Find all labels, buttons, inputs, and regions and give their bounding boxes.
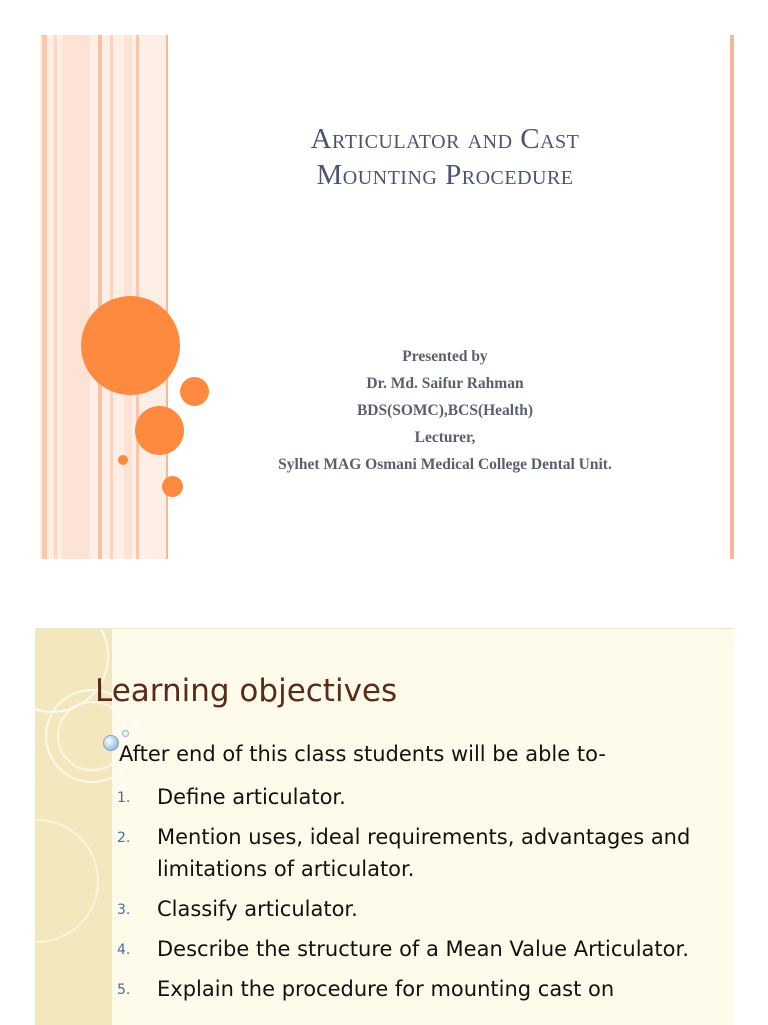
list-item xyxy=(115,781,715,813)
slide-heading: Learning objectives xyxy=(95,673,398,709)
decorative-arc xyxy=(57,701,127,771)
decorative-stripe xyxy=(62,35,90,559)
list-item xyxy=(115,933,715,965)
presentation-title xyxy=(210,121,680,193)
item-number: 3. xyxy=(117,902,131,918)
small-orange-circle xyxy=(162,476,183,497)
presenter-info xyxy=(190,343,700,478)
intro-text: After end of this class students will be able to- xyxy=(119,742,606,766)
title-line-2: Mounting Procedure xyxy=(316,159,574,191)
tiny-orange-circle xyxy=(118,455,128,465)
decorative-stripe xyxy=(42,35,47,559)
item-number: 5. xyxy=(117,982,131,998)
item-number: 2. xyxy=(117,830,131,846)
presenter-name: Dr. Md. Saifur Rahman xyxy=(366,375,524,392)
list-item xyxy=(115,973,715,1005)
bullet-bubble-icon xyxy=(103,735,119,751)
item-text: Describe the structure of a Mean Value Articulator. xyxy=(157,937,689,961)
objectives-slide xyxy=(35,628,734,1025)
item-number: 4. xyxy=(117,942,131,958)
medium-orange-circle xyxy=(135,406,184,455)
large-orange-circle xyxy=(81,296,180,395)
presented-by-label: Presented by xyxy=(402,348,488,365)
title-line-1: Articulator and Cast xyxy=(310,123,580,155)
item-text: Define articulator. xyxy=(157,785,346,809)
list-item xyxy=(115,893,715,925)
item-text: Classify articulator. xyxy=(157,897,358,921)
item-text: Mention uses, ideal requirements, advantages and limitations of articulator. xyxy=(157,825,691,881)
item-number: 1. xyxy=(117,790,131,806)
decorative-stripe xyxy=(110,35,113,559)
objectives-list xyxy=(115,781,715,1013)
bullet-bubble-small-icon xyxy=(122,730,129,737)
right-edge-line xyxy=(730,35,734,559)
decorative-band xyxy=(40,35,168,559)
presenter-institution: Sylhet MAG Osmani Medical College Dental Unit. xyxy=(278,456,612,473)
decorative-stripe xyxy=(98,35,102,559)
presenter-position: Lecturer, xyxy=(414,429,476,446)
title-slide xyxy=(40,35,734,559)
decorative-stripe xyxy=(54,35,57,559)
list-item xyxy=(115,821,715,885)
item-text: Explain the procedure for mounting cast on xyxy=(157,977,615,1001)
presenter-degrees: BDS(SOMC),BCS(Health) xyxy=(356,402,534,419)
